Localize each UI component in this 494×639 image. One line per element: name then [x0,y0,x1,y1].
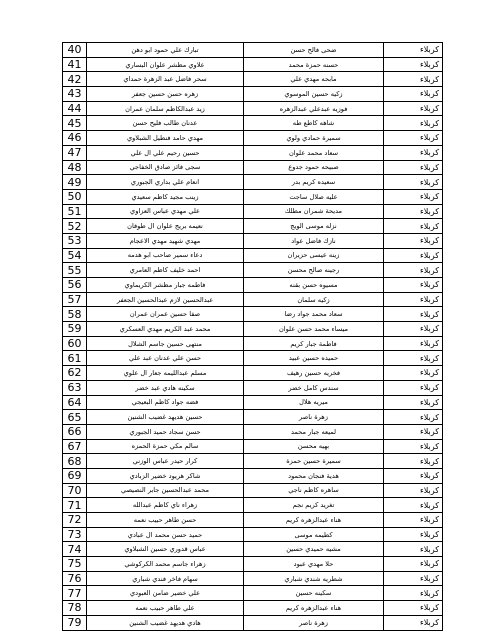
row-number-cell: 43 [63,87,87,102]
table-row [63,498,443,513]
row-number-cell: 45 [63,116,87,131]
name-a-cell: انعام علي بداري الجبوري [87,175,244,190]
row-number-cell: 59 [63,322,87,337]
province-cell: كربلاء [384,366,443,381]
province-cell: كربلاء [384,601,443,616]
table-row [63,366,443,381]
row-number-cell: 73 [63,527,87,542]
table-row [63,424,443,439]
name-a-cell: مهدي حامد فنطيل الشبلاوي [87,131,244,146]
province-cell: كربلاء [384,292,443,307]
name-a-cell: منتهى حسين جاسم الشلال [87,336,244,351]
province-cell: كربلاء [384,189,443,204]
row-number-cell: 68 [63,454,87,469]
name-b-cell: مشيه حميدي حسين [244,542,384,557]
name-a-cell: علاوي مظشر علوان البساري [87,57,244,72]
row-number-cell: 49 [63,175,87,190]
name-b-cell: سكينه حسين [244,586,384,601]
province-cell: كربلاء [384,72,443,87]
row-number-cell: 50 [63,189,87,204]
row-number-cell: 46 [63,131,87,146]
province-cell: كربلاء [384,351,443,366]
province-cell: كربلاء [384,278,443,293]
table-row [63,483,443,498]
name-b-cell: زكيه سلمان [244,292,384,307]
name-a-cell: سحر فاضل عبد الزهرة حمداي [87,72,244,87]
row-number-cell: 48 [63,160,87,175]
table-row [63,292,443,307]
table-row [63,322,443,337]
row-number-cell: 69 [63,468,87,483]
name-b-cell: فخريه حسين رهيف [244,366,384,381]
table-row [63,351,443,366]
row-number-cell: 60 [63,336,87,351]
name-a-cell: احمد خليف كاظم العامري [87,263,244,278]
province-cell: كربلاء [384,410,443,425]
row-number-cell: 77 [63,586,87,601]
province-cell: كربلاء [384,101,443,116]
table-row [63,439,443,454]
table-row [63,263,443,278]
name-a-cell: حسين هديهد غضيب الشنين [87,410,244,425]
name-b-cell: ميريه هلال [244,395,384,410]
row-number-cell: 66 [63,424,87,439]
province-cell: كربلاء [384,468,443,483]
table-row [63,454,443,469]
name-b-cell: زكيه حسين الموسوي [244,87,384,102]
name-a-cell: زهراء جاسم محمد الكركوشي [87,557,244,572]
name-a-cell: مسلم عبدالليمه جعار ال علوي [87,366,244,381]
name-a-cell: نعيمه بريج علوان ال طوفان [87,219,244,234]
province-cell: كربلاء [384,43,443,58]
name-b-cell: سميرة حمادي ولوي [244,131,384,146]
name-b-cell: ضحى فالح حسن [244,43,384,58]
row-number-cell: 75 [63,557,87,572]
name-b-cell: هناء عبدالزهره كريم [244,601,384,616]
table-row [63,586,443,601]
name-a-cell: حسين رحيم علي ال علي [87,145,244,160]
table-row [63,248,443,263]
name-b-cell: سندس كامل خضر [244,380,384,395]
name-a-cell: هادي هديهد غضيب الشنين [87,615,244,630]
name-b-cell: حلا مهدي عبود [244,557,384,572]
name-a-cell: زهراء ناي كاظم عبدالله [87,498,244,513]
name-b-cell: عليه صلال ساجت [244,189,384,204]
name-b-cell: سعاد محمد جواد رضا [244,307,384,322]
province-cell: كربلاء [384,322,443,337]
province-cell: كربلاء [384,586,443,601]
province-cell: كربلاء [384,615,443,630]
voter-list-table [62,42,443,631]
table-row [63,601,443,616]
table-body [63,43,443,631]
row-number-cell: 54 [63,248,87,263]
name-b-cell: ميساء محمد حسن علوان [244,322,384,337]
name-b-cell: سميرة حسين حمزة [244,454,384,469]
table-row [63,513,443,528]
row-number-cell: 57 [63,292,87,307]
province-cell: كربلاء [384,116,443,131]
table-row [63,395,443,410]
province-cell: كربلاء [384,439,443,454]
table-row [63,72,443,87]
name-b-cell: شاهه كاطع طه [244,116,384,131]
name-a-cell: عبدالحسين لازم عبدالحسين الجعفر [87,292,244,307]
row-number-cell: 61 [63,351,87,366]
province-cell: كربلاء [384,395,443,410]
name-b-cell: رجينه صالح محسن [244,263,384,278]
row-number-cell: 64 [63,395,87,410]
name-b-cell: نازك فاضل عواد [244,233,384,248]
row-number-cell: 62 [63,366,87,381]
name-b-cell: صبيحه حمود جدوع [244,160,384,175]
province-cell: كربلاء [384,219,443,234]
table-row [63,615,443,630]
row-number-cell: 76 [63,571,87,586]
name-a-cell: شاكر هريود خضير الزبادي [87,468,244,483]
name-b-cell: مابحه مهدي علي [244,72,384,87]
name-b-cell: حميده حسين عبيد [244,351,384,366]
name-a-cell: زهره حسن حسين جعفر [87,87,244,102]
province-cell: كربلاء [384,454,443,469]
name-a-cell: حميد حسن محمد ال عبادي [87,527,244,542]
row-number-cell: 44 [63,101,87,116]
row-number-cell: 71 [63,498,87,513]
province-cell: كربلاء [384,307,443,322]
table-row [63,380,443,395]
name-a-cell: علي مهدي عباس العزاوي [87,204,244,219]
name-b-cell: زهرة ناصر [244,410,384,425]
row-number-cell: 42 [63,72,87,87]
row-number-cell: 51 [63,204,87,219]
province-cell: كربلاء [384,542,443,557]
row-number-cell: 56 [63,278,87,293]
table-row [63,233,443,248]
name-b-cell: زينه عيسى حزيران [244,248,384,263]
province-cell: كربلاء [384,248,443,263]
name-a-cell: كرار حيدر عباس الوزني [87,454,244,469]
province-cell: كربلاء [384,131,443,146]
table-row [63,278,443,293]
name-a-cell: علي طاهر حبيب نعمه [87,601,244,616]
name-a-cell: فاطمه جبار مظشر الكريماوي [87,278,244,293]
name-a-cell: عباس قدوري حسين الشبلاوي [87,542,244,557]
name-a-cell: صفا حسين عمران عمران [87,307,244,322]
name-a-cell: زينب مجيد كاظم سعيدي [87,189,244,204]
row-number-cell: 74 [63,542,87,557]
province-cell: كربلاء [384,204,443,219]
row-number-cell: 58 [63,307,87,322]
table-row [63,307,443,322]
row-number-cell: 78 [63,601,87,616]
name-b-cell: تغريد كريم نجم [244,498,384,513]
table-row [63,219,443,234]
row-number-cell: 65 [63,410,87,425]
name-a-cell: تبارك علي حمود ابو دهن [87,43,244,58]
table-row [63,468,443,483]
table-row [63,527,443,542]
name-a-cell: محمد عبد الكريم مهدي العسكري [87,322,244,337]
table-row [63,87,443,102]
table-row [63,116,443,131]
row-number-cell: 70 [63,483,87,498]
name-b-cell: لميعه جبار محمد [244,424,384,439]
province-cell: كربلاء [384,263,443,278]
table-row [63,43,443,58]
province-cell: كربلاء [384,571,443,586]
table-row [63,57,443,72]
row-number-cell: 41 [63,57,87,72]
table-row [63,101,443,116]
name-b-cell: ساهره كاظم ناجي [244,483,384,498]
name-b-cell: شطريه شندي شباري [244,571,384,586]
row-number-cell: 47 [63,145,87,160]
name-a-cell: فضه جواد كاظم البعيجي [87,395,244,410]
province-cell: كربلاء [384,233,443,248]
table-row [63,571,443,586]
table-row [63,160,443,175]
table-row [63,175,443,190]
name-a-cell: دعاء سمير صاحب ابو هدمه [87,248,244,263]
table-row [63,336,443,351]
name-b-cell: حسنه حمزة محمد [244,57,384,72]
province-cell: كربلاء [384,145,443,160]
name-b-cell: بهيه محسن [244,439,384,454]
name-a-cell: سجى فائز صادق الخفاجي [87,160,244,175]
province-cell: كربلاء [384,424,443,439]
name-b-cell: سعاد محمد علوان [244,145,384,160]
name-b-cell: هناء عبدالزهره كريم [244,513,384,528]
name-a-cell: علي خضير ضامن العبودي [87,586,244,601]
name-b-cell: زهرة ناصر [244,615,384,630]
row-number-cell: 72 [63,513,87,528]
name-a-cell: حسن طاهر حبيب نعمه [87,513,244,528]
row-number-cell: 40 [63,43,87,58]
row-number-cell: 53 [63,233,87,248]
name-a-cell: سالم مكي حمزة الحمزه [87,439,244,454]
name-a-cell: عدنان طالب فليح حسن [87,116,244,131]
name-a-cell: حسن سجاد حميد الجبوري [87,424,244,439]
name-b-cell: هدية فنجان محمود [244,468,384,483]
name-a-cell: حسن علي عدنان عبد علي [87,351,244,366]
table-row [63,189,443,204]
name-b-cell: فاطمة جبار كريم [244,336,384,351]
name-b-cell: نزله موسى الويج [244,219,384,234]
table-row [63,542,443,557]
province-cell: كربلاء [384,380,443,395]
province-cell: كربلاء [384,57,443,72]
name-a-cell: سكينه هادي عبد خضر [87,380,244,395]
province-cell: كربلاء [384,175,443,190]
name-a-cell: سهام فاخر فندي شباري [87,571,244,586]
name-b-cell: مسيوه حسن بقنه [244,278,384,293]
name-b-cell: فوزيه عبدعلي عبدالزهره [244,101,384,116]
province-cell: كربلاء [384,336,443,351]
table-row [63,557,443,572]
row-number-cell: 63 [63,380,87,395]
name-a-cell: مهدي شهيد مهدي الاعجام [87,233,244,248]
province-cell: كربلاء [384,557,443,572]
name-a-cell: زيد عبدالكاظم سلمان عمران [87,101,244,116]
name-b-cell: سعيده كريم بدر [244,175,384,190]
province-cell: كربلاء [384,498,443,513]
row-number-cell: 79 [63,615,87,630]
table-row [63,410,443,425]
province-cell: كربلاء [384,87,443,102]
table-row [63,204,443,219]
province-cell: كربلاء [384,513,443,528]
province-cell: كربلاء [384,160,443,175]
row-number-cell: 67 [63,439,87,454]
row-number-cell: 55 [63,263,87,278]
province-cell: كربلاء [384,527,443,542]
table-row [63,131,443,146]
name-a-cell: محمد عبدالحسين جابر النصيصي [87,483,244,498]
name-b-cell: كطيمه موسى [244,527,384,542]
table-row [63,145,443,160]
name-b-cell: مديحة شمران مطلك [244,204,384,219]
row-number-cell: 52 [63,219,87,234]
province-cell: كربلاء [384,483,443,498]
